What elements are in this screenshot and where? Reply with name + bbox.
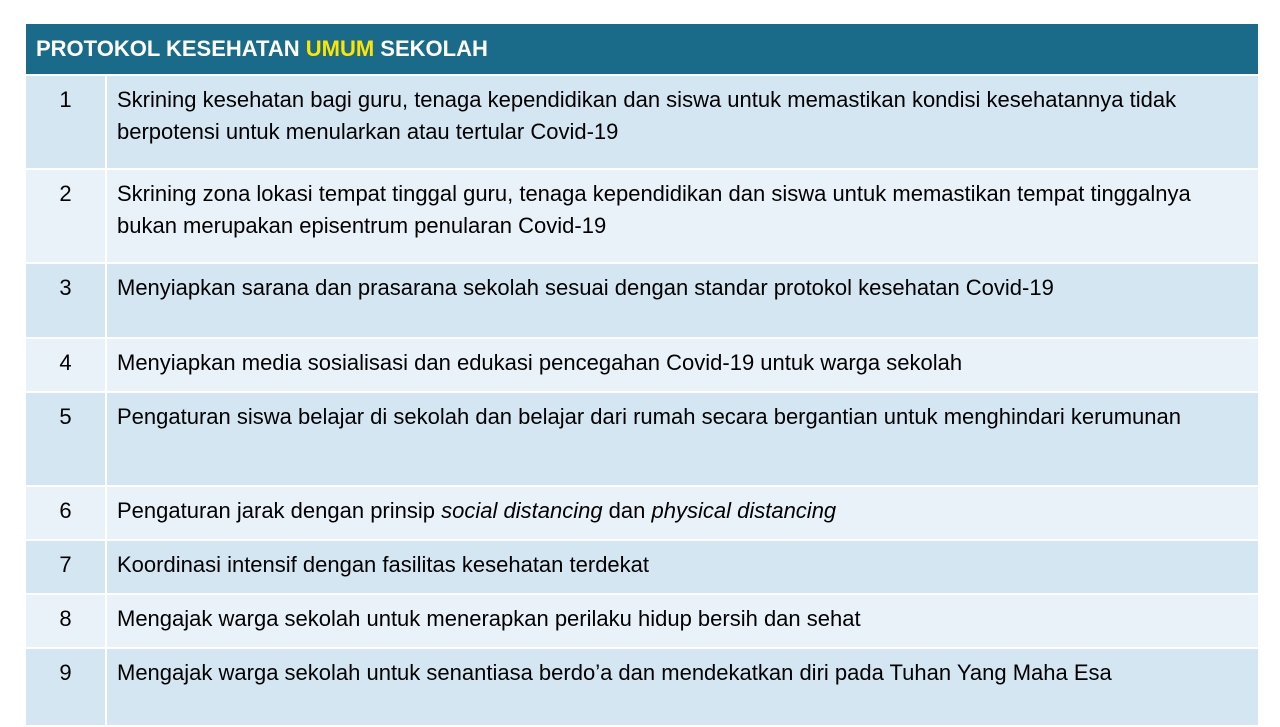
row-number: 8 xyxy=(26,594,106,648)
table-row xyxy=(26,75,1258,169)
row-number: 2 xyxy=(26,169,106,263)
protocol-table xyxy=(26,24,1258,727)
row-text: Skrining zona lokasi tempat tinggal guru, tenaga kependidikan dan siswa untuk memastikan tempat tinggalnya bukan merupakan episentrum penularan Covid-19 xyxy=(106,169,1258,263)
row-number: 3 xyxy=(26,263,106,338)
row-text: Menyiapkan media sosialisasi dan edukasi pencegahan Covid-19 untuk warga sekolah xyxy=(106,338,1258,392)
row-text-part: Pengaturan jarak dengan prinsip xyxy=(117,498,442,523)
table-row xyxy=(26,486,1258,540)
row-text: Pengaturan siswa belajar di sekolah dan belajar dari rumah secara bergantian untuk menghindari kerumunan xyxy=(106,392,1258,486)
title-prefix: PROTOKOL KESEHATAN xyxy=(36,36,306,61)
table-title xyxy=(26,24,1258,75)
row-number: 6 xyxy=(26,486,106,540)
title-highlight: UMUM xyxy=(305,36,375,61)
row-text-italic: physical distancing xyxy=(651,498,837,523)
table-row xyxy=(26,540,1258,594)
row-text: Skrining kesehatan bagi guru, tenaga kependidikan dan siswa untuk memastikan kondisi kesehatannya tidak berpotensi untuk menularkan atau tertular Covid-19 xyxy=(106,75,1258,169)
table-row xyxy=(26,648,1258,726)
table-row xyxy=(26,594,1258,648)
table-header-row xyxy=(26,24,1258,75)
table-row xyxy=(26,263,1258,338)
table-row xyxy=(26,338,1258,392)
row-text-italic: social distancing xyxy=(441,498,603,523)
row-text: Menyiapkan sarana dan prasarana sekolah sesuai dengan standar protokol kesehatan Covid-19 xyxy=(106,263,1258,338)
row-text: Mengajak warga sekolah untuk senantiasa berdo’a dan mendekatkan diri pada Tuhan Yang Maha Esa xyxy=(106,648,1258,726)
row-text: Mengajak warga sekolah untuk menerapkan perilaku hidup bersih dan sehat xyxy=(106,594,1258,648)
row-text xyxy=(106,486,1258,540)
table-row xyxy=(26,392,1258,486)
title-suffix: SEKOLAH xyxy=(374,36,488,61)
row-number: 7 xyxy=(26,540,106,594)
row-number: 9 xyxy=(26,648,106,726)
row-number: 5 xyxy=(26,392,106,486)
row-text: Koordinasi intensif dengan fasilitas kesehatan terdekat xyxy=(106,540,1258,594)
row-number: 1 xyxy=(26,75,106,169)
row-text-part: dan xyxy=(602,498,652,523)
table-row xyxy=(26,169,1258,263)
row-number: 4 xyxy=(26,338,106,392)
